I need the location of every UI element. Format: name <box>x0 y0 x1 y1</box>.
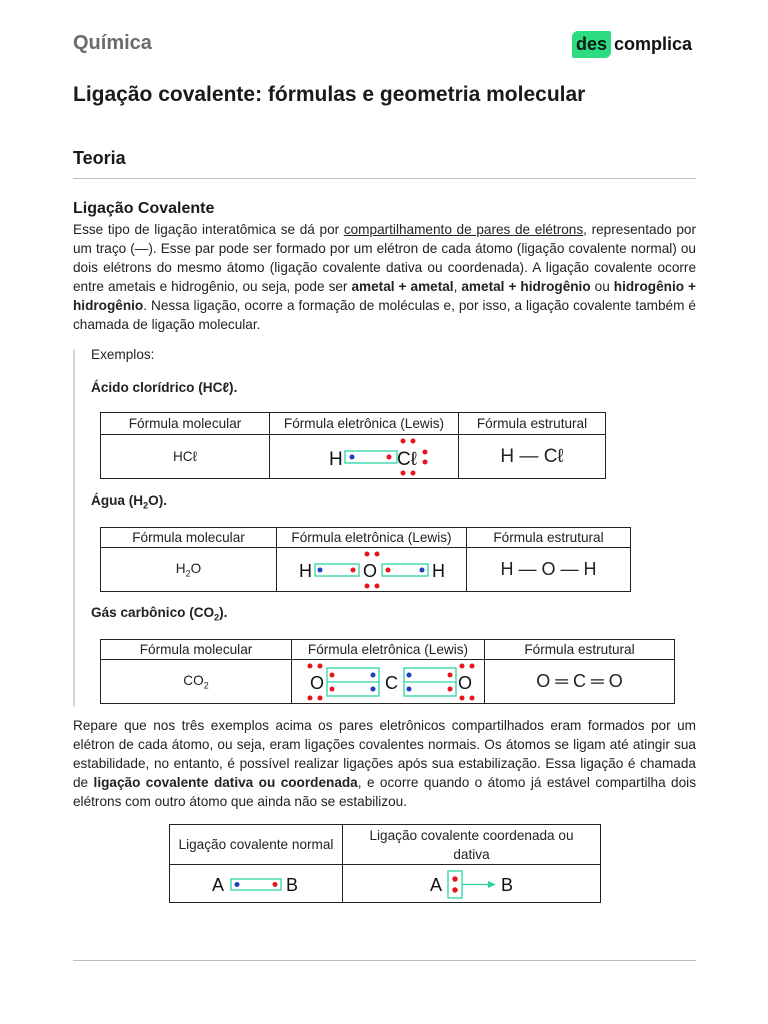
header-normal-bond: Ligação covalente normal <box>170 825 343 865</box>
lewis-atom: H <box>431 560 445 581</box>
electron-blue <box>371 686 376 691</box>
examples-label: Exemplos: <box>91 347 155 362</box>
electron-red <box>448 672 453 677</box>
co2-lewis <box>292 660 485 704</box>
electron-red <box>470 695 475 700</box>
electron-red <box>385 567 390 572</box>
lewis-atom: O <box>310 672 325 693</box>
bond-type-table <box>169 824 601 903</box>
electron-blue <box>235 882 240 887</box>
intro-paragraph: Esse tipo de ligação interatômica se dá por compartilhamento de pares de elétrons, representado por um traço (—). Esse par pode ser formado por um elétron de cada átomo (ligação covalente normal) ou dois elétrons do mesmo átomo (ligação covalente dativa ou coordenada). A ligação covalente ocorre entre ametais e hidrogênio, ou seja, pode ser ametal + ametal, ametal + hidrogênio ou hidrogênio + hidrogênio. Nessa ligação, ocorre a formação de moléculas e, por isso, a ligação covalente também é chamada de ligação molecular. <box>73 222 697 332</box>
co2-lewis-diagram <box>293 661 483 703</box>
header-molecular: Fórmula molecular <box>101 528 277 548</box>
water-lewis-diagram <box>287 549 457 591</box>
hcl-structural: H — Cℓ <box>459 435 606 479</box>
electron-blue <box>407 686 412 691</box>
logo-des: des <box>572 31 611 58</box>
section-heading: Teoria <box>73 148 126 168</box>
header-lewis: Fórmula eletrônica (Lewis) <box>270 413 459 435</box>
hcl-lewis-diagram <box>289 436 439 478</box>
lewis-atom: Cℓ <box>397 448 417 470</box>
arrow-head-icon <box>488 881 496 888</box>
bond-atom: B <box>500 874 513 895</box>
hcl-lewis <box>270 435 459 479</box>
electron-blue <box>407 672 412 677</box>
bond-atom: A <box>429 874 442 895</box>
divider-bottom <box>73 960 696 961</box>
co2-structural: O ═ C ═ O <box>485 660 675 704</box>
lewis-atom: O <box>458 672 473 693</box>
lewis-atom: H <box>298 560 312 581</box>
electron-red <box>374 551 379 556</box>
electron-red <box>364 551 369 556</box>
co2-molecular: $CO_2$ <box>101 660 292 704</box>
electron-blue <box>371 672 376 677</box>
divider-top <box>73 178 696 179</box>
bond-atom: A <box>212 874 225 895</box>
electron-red <box>318 695 323 700</box>
electron-red <box>411 438 416 443</box>
electron-red <box>330 672 335 677</box>
electron-red <box>364 583 369 588</box>
header-molecular: Fórmula molecular <box>101 413 270 435</box>
examples-quote-bar <box>73 349 75 707</box>
hcl-molecular: HCℓ <box>101 435 270 479</box>
page-title: Ligação covalente: fórmulas e geometria molecular <box>73 83 586 106</box>
water-molecular: $H_2O$ <box>101 548 277 592</box>
electron-red <box>273 882 278 887</box>
electron-red <box>308 663 313 668</box>
header-structural: Fórmula estrutural <box>467 528 631 548</box>
electron-red <box>387 454 392 459</box>
subject-label: Química <box>73 32 152 54</box>
dative-bond-diagram-cell <box>343 865 601 903</box>
electron-red <box>374 583 379 588</box>
water-structural: H — O — H <box>467 548 631 592</box>
hcl-table <box>100 412 606 479</box>
header-structural: Fórmula estrutural <box>485 640 675 660</box>
example-title-water: Água $(H_2O)$. <box>91 493 168 511</box>
normal-bond-diagram <box>206 867 306 901</box>
dative-bond-diagram <box>422 867 522 901</box>
normal-bond-diagram-cell <box>170 865 343 903</box>
electron-red <box>448 686 453 691</box>
example-title-hcl: Ácido clorídrico (HCℓ). <box>91 380 238 395</box>
header-dative-bond: Ligação covalente coordenada ou dativa <box>343 825 601 865</box>
electron-blue <box>317 567 322 572</box>
subsection-heading: Ligação Covalente <box>73 200 215 217</box>
underlined-term: compartilhamento de pares de elétrons <box>343 222 584 237</box>
header-structural: Fórmula estrutural <box>459 413 606 435</box>
electron-red <box>423 449 428 454</box>
electron-red <box>460 663 465 668</box>
co2-table <box>100 639 675 704</box>
bond-box <box>448 871 462 898</box>
header-molecular: Fórmula molecular <box>101 640 292 660</box>
header-lewis: Fórmula eletrônica (Lewis) <box>277 528 467 548</box>
electron-red <box>452 876 457 881</box>
water-table <box>100 527 631 592</box>
electron-red <box>330 686 335 691</box>
bond-atom: B <box>286 874 299 895</box>
electron-red <box>401 470 406 475</box>
electron-red <box>460 695 465 700</box>
electron-red <box>411 470 416 475</box>
logo-complica: complica <box>614 34 693 54</box>
lewis-atom: C <box>385 672 398 693</box>
electron-red <box>470 663 475 668</box>
electron-red <box>423 459 428 464</box>
electron-blue <box>350 454 355 459</box>
descomplica-logo[interactable] <box>572 29 692 59</box>
electron-red <box>452 887 457 892</box>
example-title-co2: Gás carbônico $(CO_2)$. <box>91 605 228 623</box>
lewis-atom: O <box>362 560 377 581</box>
water-lewis <box>277 548 467 592</box>
electron-red <box>308 695 313 700</box>
dative-paragraph: Repare que nos três exemplos acima os pares eletrônicos compartilhados eram formados por um elétron de cada átomo, ou seja, eram ligações covalentes normais. Os átomos se ligam até atingir sua estabilidade, no entanto, é possível realizar ligações após sua estabilização. Essa ligação é chamada de ligação covalente dativa ou coordenada, e ocorre quando o átomo já estável compartilha dois elétrons com outro átomo que ainda não se estabilizou. <box>73 718 696 809</box>
electron-red <box>318 663 323 668</box>
lewis-atom: H <box>329 448 343 470</box>
electron-blue <box>419 567 424 572</box>
header-lewis: Fórmula eletrônica (Lewis) <box>292 640 485 660</box>
electron-red <box>401 438 406 443</box>
electron-red <box>350 567 355 572</box>
